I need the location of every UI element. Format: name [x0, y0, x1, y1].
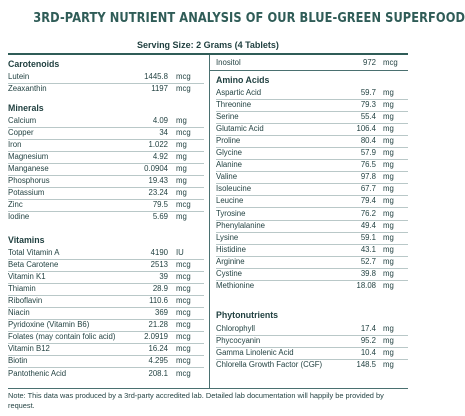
nutrient-row	[216, 280, 408, 292]
row-unit: mg	[383, 88, 394, 97]
row-label: Iodine	[8, 212, 30, 222]
row-unit: mg	[383, 196, 394, 206]
row-value: 39	[159, 272, 168, 282]
row-value: 4.92	[152, 152, 168, 162]
row-unit: mg	[383, 148, 394, 158]
row-label: Methionine	[216, 280, 255, 290]
row-unit: mg	[383, 220, 394, 230]
nutrient-row	[216, 323, 408, 335]
row-unit: mg	[383, 348, 394, 358]
row-value: 1.022	[148, 140, 168, 150]
row-value: 43.1	[360, 244, 376, 254]
footnote: Note: This data was produced by a 3rd-party accredited lab. Detailed lab documentation will happily be provided by request.	[8, 391, 384, 410]
row-value: 39.8	[360, 268, 376, 278]
row-unit: mcg	[176, 356, 191, 366]
row-label: Potassium	[8, 188, 45, 198]
row-value: 79.5	[152, 200, 168, 210]
row-label: Phycocyanin	[216, 336, 261, 346]
row-value: 28.9	[152, 284, 168, 294]
row-label: Folates (may contain folic acid)	[8, 332, 116, 342]
nutrient-row	[216, 99, 408, 111]
nutrient-row	[216, 183, 408, 195]
row-label: Magnesium	[8, 152, 49, 162]
row-value: 21.28	[148, 320, 168, 330]
section-title-amino-acids: Amino Acids	[216, 75, 270, 85]
row-label: Zinc	[8, 200, 23, 210]
nutrient-row	[8, 355, 204, 367]
row-unit: mcg	[176, 296, 191, 306]
row-unit: mg	[383, 232, 394, 242]
nutrient-row	[8, 343, 204, 355]
row-label: Zeaxanthin	[8, 84, 47, 94]
section-title-phytonutrients: Phytonutrients	[216, 310, 279, 320]
row-value: 79.4	[360, 196, 376, 206]
nutrient-row	[8, 211, 204, 223]
row-value: 4.295	[148, 356, 168, 366]
row-unit: mg	[176, 176, 187, 186]
row-unit: mcg	[176, 128, 191, 138]
section-title-vitamins: Vitamins	[8, 235, 45, 245]
nutrient-row	[8, 247, 204, 259]
row-label: Inositol	[216, 58, 241, 67]
row-value: 17.4	[360, 324, 376, 333]
nutrient-row	[216, 123, 408, 135]
nutrient-row	[8, 71, 204, 83]
nutrient-row	[216, 208, 408, 220]
row-unit: mg	[383, 244, 394, 254]
row-value: 49.4	[360, 220, 376, 230]
nutrient-row	[216, 220, 408, 232]
row-value: 57.9	[360, 148, 376, 158]
row-value: 76.5	[360, 160, 376, 170]
row-label: Biotin	[8, 356, 28, 366]
row-value: 208.1	[148, 368, 168, 378]
row-label: Chlorophyll	[216, 324, 256, 333]
row-unit: mcg	[176, 260, 191, 270]
row-value: 52.7	[360, 256, 376, 266]
nutrient-row	[216, 347, 408, 359]
bottom-rule	[8, 388, 408, 389]
row-unit: mg	[383, 268, 394, 278]
row-label: Leucine	[216, 196, 244, 206]
row-value: 67.7	[360, 184, 376, 194]
nutrient-row	[216, 256, 408, 268]
row-label: Tyrosine	[216, 208, 246, 218]
row-unit: mg	[383, 100, 394, 110]
row-unit: mcg	[383, 58, 398, 67]
row-unit: mg	[383, 124, 394, 134]
serving-size: Serving Size: 2 Grams (4 Tablets)	[137, 40, 279, 50]
row-value: 95.2	[360, 336, 376, 346]
row-label: Proline	[216, 136, 241, 146]
section-title-minerals: Minerals	[8, 103, 44, 113]
row-label: Chlorella Growth Factor (CGF)	[216, 360, 323, 370]
row-label: Arginine	[216, 256, 245, 266]
row-value: 10.4	[360, 348, 376, 358]
row-unit: mcg	[176, 320, 191, 330]
inositol-row	[216, 57, 408, 69]
nutrient-row	[8, 139, 204, 151]
nutrient-row	[8, 175, 204, 187]
row-unit: mg	[383, 136, 394, 146]
row-value: 80.4	[360, 136, 376, 146]
row-value: 148.5	[356, 360, 376, 370]
nutrient-row	[216, 111, 408, 123]
row-label: Valine	[216, 172, 238, 182]
row-unit: mg	[383, 208, 394, 218]
row-value: 4190	[150, 248, 168, 257]
row-value: 369	[154, 308, 168, 318]
top-rule	[8, 53, 408, 55]
row-label: Vitamin B12	[8, 344, 50, 354]
row-value: 55.4	[360, 112, 376, 122]
nutrient-row	[8, 127, 204, 139]
row-unit: mcg	[176, 200, 191, 210]
row-label: Glycine	[216, 148, 242, 158]
row-value: 19.43	[148, 176, 168, 186]
nutrient-row	[216, 195, 408, 207]
row-label: Copper	[8, 128, 34, 138]
row-label: Aspartic Acid	[216, 88, 262, 97]
row-value: 97.8	[360, 172, 376, 182]
row-unit: mcg	[176, 344, 191, 354]
nutrient-row	[8, 271, 204, 283]
nutrient-row	[8, 199, 204, 211]
row-label: Threonine	[216, 100, 252, 110]
row-unit: mg	[383, 172, 394, 182]
row-label: Riboflavin	[8, 296, 43, 306]
row-value: 59.1	[360, 232, 376, 242]
row-value: 110.6	[149, 296, 168, 306]
row-label: Serine	[216, 112, 239, 122]
row-unit: mcg	[176, 84, 191, 94]
row-label: Isoleucine	[216, 184, 252, 194]
row-value: 1197	[151, 84, 168, 94]
row-label: Calcium	[8, 116, 37, 125]
row-unit: mcg	[176, 284, 191, 294]
row-label: Cystine	[216, 268, 242, 278]
section-title-carotenoids: Carotenoids	[8, 59, 60, 69]
row-value: 2.0919	[144, 332, 168, 342]
nutrient-row	[8, 331, 204, 343]
nutrient-row	[216, 171, 408, 183]
row-label: Pyridoxine (Vitamin B6)	[8, 320, 90, 330]
row-label: Phenylalanine	[216, 220, 265, 230]
nutrient-row	[8, 368, 204, 380]
row-value: 2513	[150, 260, 168, 270]
row-unit: mg	[176, 188, 187, 198]
nutrient-row	[216, 159, 408, 171]
row-value: 5.69	[152, 212, 168, 222]
row-unit: mg	[383, 280, 394, 290]
nutrient-row	[8, 295, 204, 307]
row-value: 1445.8	[144, 72, 168, 81]
row-label: Histidine	[216, 244, 246, 254]
row-unit: mcg	[176, 368, 191, 378]
nutrient-row	[216, 335, 408, 347]
row-value: 4.09	[152, 116, 168, 125]
nutrient-row	[216, 147, 408, 159]
row-value: 34	[159, 128, 168, 138]
row-value: 79.3	[360, 100, 376, 110]
row-label: Glutamic Acid	[216, 124, 264, 134]
page-title: 3RD-PARTY NUTRIENT ANALYSIS OF OUR BLUE-GREEN SUPERFOOD	[33, 10, 465, 26]
column-divider	[209, 55, 210, 388]
row-unit: mcg	[176, 332, 191, 342]
row-value: 0.0904	[144, 164, 168, 174]
row-unit: mcg	[176, 72, 191, 81]
row-label: Phosphorus	[8, 176, 50, 186]
nutrient-row	[8, 283, 204, 295]
row-value: 18.08	[356, 280, 376, 290]
nutrient-row	[216, 244, 408, 256]
nutrient-row	[8, 151, 204, 163]
row-unit: IU	[176, 248, 184, 257]
row-label: Lutein	[8, 72, 30, 81]
row-label: Alanine	[216, 160, 243, 170]
nutrient-row	[8, 163, 204, 175]
nutrient-row	[216, 232, 408, 244]
row-unit: mg	[383, 112, 394, 122]
nutrient-row	[8, 307, 204, 319]
row-label: Vitamin K1	[8, 272, 46, 282]
nutrient-row	[8, 115, 204, 127]
row-unit: mg	[176, 140, 187, 150]
row-label: Niacin	[8, 308, 30, 318]
row-value: 972	[362, 58, 376, 67]
row-label: Gamma Linolenic Acid	[216, 348, 294, 358]
nutrient-row	[216, 135, 408, 147]
row-unit: mcg	[176, 272, 191, 282]
nutrient-row	[8, 319, 204, 331]
row-label: Total Vitamin A	[8, 248, 60, 257]
row-unit: mg	[383, 336, 394, 346]
row-unit: mg	[176, 152, 187, 162]
nutrient-row	[216, 87, 408, 99]
row-unit: mg	[383, 256, 394, 266]
row-value: 106.4	[356, 124, 376, 134]
row-value: 76.2	[360, 208, 376, 218]
row-label: Manganese	[8, 164, 49, 174]
nutrient-row	[8, 259, 204, 271]
row-value: 59.7	[360, 88, 376, 97]
row-label: Thiamin	[8, 284, 36, 294]
nutrient-row	[8, 83, 204, 95]
row-unit: mg	[176, 212, 187, 222]
row-label: Iron	[8, 140, 22, 150]
row-label: Pantothenic Acid	[8, 368, 67, 378]
nutrient-row	[216, 268, 408, 280]
row-unit: mg	[176, 164, 187, 174]
inositol-divider	[210, 70, 408, 71]
row-unit: mg	[383, 184, 394, 194]
row-unit: mg	[383, 324, 394, 333]
row-label: Lysine	[216, 232, 239, 242]
row-label: Beta Carotene	[8, 260, 59, 270]
nutrient-row	[216, 359, 408, 371]
row-unit: mg	[383, 360, 394, 370]
row-value: 23.24	[148, 188, 168, 198]
row-unit: mg	[383, 160, 394, 170]
nutrient-row	[8, 187, 204, 199]
row-unit: mcg	[176, 308, 191, 318]
row-value: 16.24	[148, 344, 168, 354]
row-unit: mg	[176, 116, 187, 125]
